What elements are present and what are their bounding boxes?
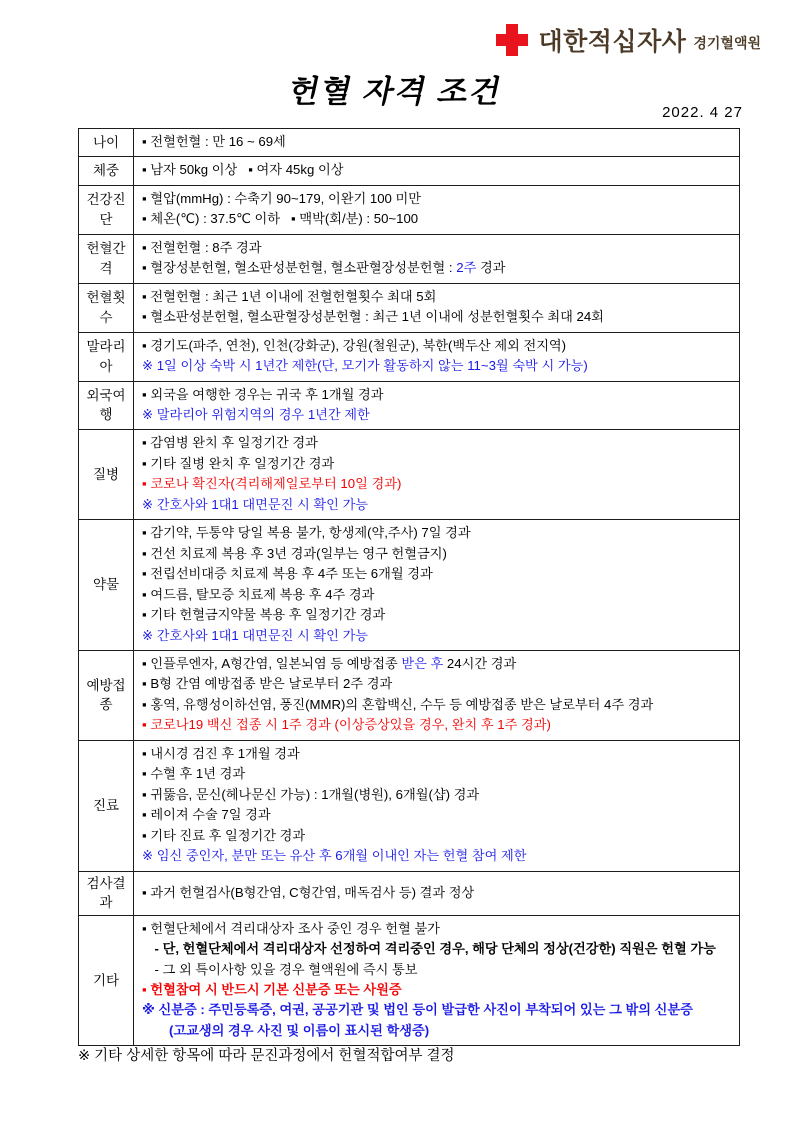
text-segment: ※ 말라리아 위험지역의 경우 1년간 제한: [142, 406, 370, 422]
page-title: 헌혈 자격 조건: [285, 74, 507, 109]
text-segment: ▪ 귀뚫음, 문신(헤나문신 가능) : 1개월(병원), 6개월(샵) 경과: [142, 786, 480, 802]
red-cross-logo: [496, 22, 761, 58]
row-line: [142, 626, 733, 646]
text-segment: ▪ 레이져 수술 7일 경과: [142, 807, 271, 823]
text-segment: ▪ 전혈헌혈 : 최근 1년 이내에 전혈헌혈횟수 최대 5회: [142, 288, 437, 304]
row-line: [142, 785, 733, 805]
row-line: [142, 336, 733, 356]
row-line: [142, 385, 733, 405]
text-segment: ▪ 홍역, 유행성이하선염, 풍진(MMR)의 혼합백신, 수두 등 예방접종 받은 날로부터 4주 경과: [142, 696, 654, 712]
row-label: 헌혈간격: [79, 234, 134, 283]
row-line: [142, 1000, 733, 1041]
row-line: [142, 258, 733, 278]
text-segment: ▪ 전혈헌혈 : 만 16 ~ 69세: [142, 134, 286, 149]
row-label: 체중: [79, 157, 134, 185]
row-label: 검사결과: [79, 871, 134, 915]
row-line: [142, 960, 733, 980]
row-line: [142, 695, 733, 715]
text-segment: ※ 간호사와 1대1 대면문진 시 확인 가능: [142, 627, 369, 643]
text-segment: ※ 간호사와 1대1 대면문진 시 확인 가능: [142, 496, 369, 512]
row-line: [142, 544, 733, 564]
row-content: [134, 520, 740, 651]
row-line: [142, 883, 733, 903]
row-line: [142, 189, 733, 209]
eligibility-table: [78, 128, 740, 1046]
text-segment: ▪ 기타 헌혈금지약물 복용 후 일정기간 경과: [142, 607, 386, 623]
text-segment: ▪ 헌혈단체에서 격리대상자 조사 중인 경우 헌혈 불가: [142, 920, 440, 936]
row-content: [134, 430, 740, 520]
text-segment: 24시간 경과: [443, 655, 517, 671]
row-content: [134, 915, 740, 1046]
text-segment: ▪ 혈압(mmHg) : 수축기 90~179, 이완기 100 미만: [142, 190, 422, 206]
text-segment: ▪ 감기약, 두통약 당일 복용 불가, 항생제(약,주사) 7일 경과: [142, 525, 471, 541]
text-segment: ▪ 헌혈참여 시 반드시 기본 신분증 또는 사원증: [142, 981, 402, 997]
text-segment: ▪ 남자 50kg 이상 ▪ 여자 45kg 이상: [142, 162, 344, 178]
row-content: [134, 332, 740, 381]
table-row: [79, 283, 740, 332]
table-row: [79, 157, 740, 185]
text-segment: 경과: [476, 260, 506, 276]
text-segment: ▪ 체온(℃) : 37.5℃ 이하 ▪ 맥박(회/분) : 50~100: [142, 211, 419, 227]
row-label: 약물: [79, 520, 134, 651]
row-line: [142, 160, 733, 180]
row-content: [134, 234, 740, 283]
row-label: 건강진단: [79, 185, 134, 234]
text-segment: ▪ 인플루엔자, A형간염, 일본뇌염 등 예방접종: [142, 655, 402, 671]
table-row: [79, 915, 740, 1046]
organization-name: 대한적십자사: [538, 28, 687, 56]
text-segment: ▪ 코로나 확진자(격리해제일로부터 10일 경과): [142, 476, 402, 492]
row-content: [134, 871, 740, 915]
row-content: [134, 283, 740, 332]
row-label: 말라리아: [79, 332, 134, 381]
text-segment: ▪ 기타 진료 후 일정기간 경과: [142, 827, 306, 843]
row-label: 예방접종: [79, 650, 134, 740]
text-segment: ▪ 외국을 여행한 경우는 귀국 후 1개월 경과: [142, 386, 384, 402]
row-line: [142, 307, 733, 327]
text-segment: ▪ 혈소판성분헌혈, 혈소판혈장성분헌혈 : 최근 1년 이내에 성분헌혈횟수 최대 24회: [142, 309, 604, 325]
text-segment: ▪ B형 간염 예방접종 받은 날로부터 2주 경과: [142, 676, 393, 692]
text-segment: 받은 후: [401, 655, 444, 671]
row-line: [142, 980, 733, 1000]
table-row: [79, 650, 740, 740]
row-line: [142, 356, 733, 376]
table-row: [79, 740, 740, 871]
row-label: 기타: [79, 915, 134, 1046]
branch-name: 경기혈액원: [693, 35, 761, 51]
text-segment: ▪ 코로나19 백신 접종 시 1주 경과 (이상증상있을 경우, 완치 후 1주 경과): [142, 717, 551, 733]
row-content: [134, 381, 740, 430]
row-line: [142, 919, 733, 939]
row-line: [142, 454, 733, 474]
row-label: 진료: [79, 740, 134, 871]
row-content: [134, 157, 740, 185]
text-segment: ▪ 전립선비대증 치료제 복용 후 4주 또는 6개월 경과: [142, 566, 433, 582]
row-line: [142, 523, 733, 543]
row-line: [142, 654, 733, 674]
row-content: [134, 129, 740, 157]
table-row: [79, 430, 740, 520]
text-segment: ▪ 수혈 후 1년 경과: [142, 766, 246, 782]
text-segment: ※ 1일 이상 숙박 시 1년간 제한(단, 모기가 활동하지 않는 11~3월 숙박 시 가능): [142, 358, 588, 374]
row-line: [142, 715, 733, 735]
row-line: [142, 495, 733, 515]
row-line: [142, 405, 733, 425]
row-label: 헌혈횟수: [79, 283, 134, 332]
row-line: [142, 474, 733, 494]
document-date: 2022. 4 27: [662, 104, 743, 121]
row-label: 질병: [79, 430, 134, 520]
row-line: [142, 764, 733, 784]
text-segment: ▪ 기타 질병 완치 후 일정기간 경과: [142, 455, 335, 471]
row-label: 외국여행: [79, 381, 134, 430]
text-segment: ※ 신분증 : 주민등록증, 여권, 공공기관 및 법인 등이 발급한 사진이 부착되어 있는 그 밖의 신분증(고교생의 경우 사진 및 이름이 표시된 학생증): [142, 1002, 693, 1038]
row-line: [142, 209, 733, 229]
text-segment: ▪ 경기도(파주, 연천), 인천(강화군), 강원(철원군), 북한(백두산 제외 전지역): [142, 337, 567, 353]
row-line: [142, 744, 733, 764]
footer-note: ※ 기타 상세한 항목에 따라 문진과정에서 헌혈적합여부 결정: [78, 1048, 455, 1064]
row-line: [142, 826, 733, 846]
row-line: [142, 564, 733, 584]
row-line: [142, 287, 733, 307]
criteria-table-body: [79, 129, 740, 1046]
text-segment: ▪ 건선 치료제 복용 후 3년 경과(일부는 영구 헌혈금지): [142, 545, 447, 561]
text-segment: ▪ 여드름, 탈모증 치료제 복용 후 4주 경과: [142, 586, 375, 602]
text-segment: - 그 외 특이사항 있을 경우 혈액원에 즉시 통보: [154, 961, 418, 977]
table-row: [79, 332, 740, 381]
row-line: [142, 939, 733, 959]
row-line: [142, 805, 733, 825]
text-segment: ▪ 과거 헌혈검사(B형간염, C형간염, 매독검사 등) 결과 정상: [142, 884, 475, 900]
text-segment: ※ 임신 중인자, 분만 또는 유산 후 6개월 이내인 자는 헌혈 참여 제한: [142, 848, 527, 864]
row-content: [134, 650, 740, 740]
row-content: [134, 740, 740, 871]
table-row: [79, 129, 740, 157]
red-cross-icon: [496, 24, 528, 56]
row-line: [142, 433, 733, 453]
row-line: [142, 238, 733, 258]
row-line: [142, 585, 733, 605]
text-segment: ▪ 전혈헌혈 : 8주 경과: [142, 239, 262, 255]
row-line: [142, 846, 733, 866]
text-segment: 2주: [456, 260, 477, 276]
table-row: [79, 234, 740, 283]
table-row: [79, 871, 740, 915]
table-row: [79, 520, 740, 651]
row-content: [134, 185, 740, 234]
row-line: [142, 674, 733, 694]
row-line: [142, 605, 733, 625]
table-row: [79, 185, 740, 234]
row-line: [142, 132, 733, 152]
text-segment: ▪ 감염병 완치 후 일정기간 경과: [142, 435, 318, 451]
text-segment: ▪ 혈장성분헌혈, 혈소판성분헌혈, 혈소판혈장성분헌혈 :: [142, 260, 457, 276]
table-row: [79, 381, 740, 430]
row-label: 나이: [79, 129, 134, 157]
text-segment: - 단, 헌혈단체에서 격리대상자 선정하여 격리중인 경우, 해당 단체의 정상(건강한) 직원은 헌혈 가능: [154, 941, 716, 957]
text-segment: ▪ 내시경 검진 후 1개월 경과: [142, 745, 300, 761]
